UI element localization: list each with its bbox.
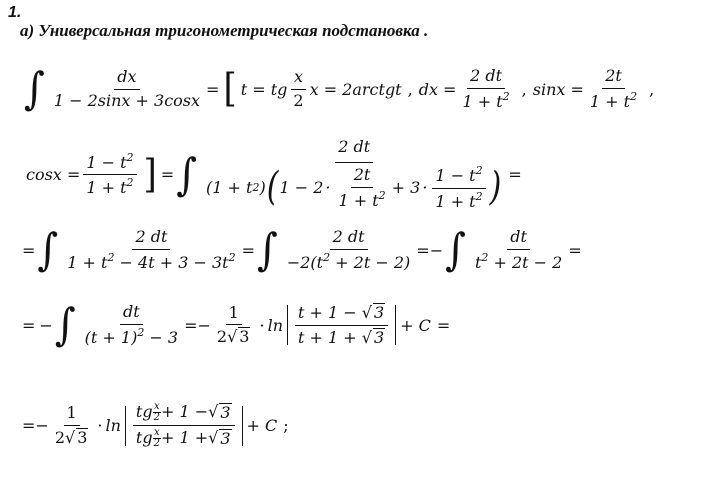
equation-line-5: = − $\frac{1}{2√ 3}$ · ln tg x 2 + 1 − √ 3 tg x 2 + 1 + √ 3 + C ;: [22, 401, 289, 449]
fraction: 2 dt (1 + t 2 ) ( 1 − 2 · 2t $1 + t^2$ + 3 · $1 - t^2$ $1 + t^2$ ): [206, 137, 502, 211]
fraction: tg x 2 + 1 − √ 3 tg x 2 + 1 + √ 3: [133, 402, 235, 449]
fraction: x 2: [290, 68, 306, 110]
fraction: $\frac{dx}{1 - 2\sin x + 3\cos x}$: [53, 67, 201, 110]
right-bracket: ]: [143, 151, 157, 198]
equation-line-3: = ∫ $\frac{2 dt}{1 + t^2 - 4t + 3 - 3t^2}$ = ∫ $\frac{2 dt}{-2(t^2 + 2t - 2)}$ = − ∫ $\frac{dt}{t^2 + 2t - 2}$ =: [22, 224, 582, 276]
fraction: $\frac{1}{2√ 3}$: [54, 403, 88, 447]
integral-sign: ∫: [445, 224, 466, 276]
integral-sign: ∫: [176, 149, 198, 200]
integral-sign: ∫: [256, 224, 278, 276]
fraction: $\frac{dt}{(t + 1)^2 - 3}$: [84, 302, 179, 347]
problem-number: 1.: [8, 4, 22, 21]
fraction: $\frac{2t}{1 + t^2}$: [589, 66, 638, 111]
fraction: $\frac{dt}{t^2 + 2t - 2}$: [474, 227, 563, 272]
equation-line-2: cosx = $\frac{1 - t^2}{1 + t^2}$ ] = ∫ 2 dt (1 + t 2 ) ( 1 − 2 · 2t $1 + t^2$ + 3 · $1 - t^2$ $1 + t^2$ ) =: [26, 137, 522, 211]
section-heading: а) Универсальная тригонометрическая подстановка .: [20, 21, 429, 40]
fraction: $\frac{1}{2√ 3}$: [216, 302, 250, 346]
equation-line-4: = − ∫ $\frac{dt}{(t + 1)^2 - 3}$ = − $\frac{1}{2√ 3}$ · ln t + 1 − √ 3 t + 1 + √ 3 + C =: [22, 299, 451, 351]
fraction: t + 1 − √ 3 t + 1 + √ 3: [295, 303, 388, 347]
fraction: $\frac{2 dt}{-2(t^2 + 2t - 2)}$: [286, 227, 411, 272]
integral-sign: ∫: [24, 63, 45, 115]
integral-sign: ∫: [37, 224, 59, 276]
fraction: $\frac{1 - t^2}{1 + t^2}$: [83, 152, 136, 198]
equation-line-1: ∫ $\frac{dx}{1 - 2\sin x + 3\cos x}$ = [ t = tg x 2 x = 2arctgt , dx = $\frac{2 dt}{1 + t^2}$ , sinx = $\frac{2t}{1 + t^2}$ ,: [24, 63, 655, 115]
fraction: $\frac{2 dt}{1 + t^2 - 4t + 3 - 3t^2}$: [67, 227, 236, 272]
fraction: $\frac{2 dt}{1 + t^2}$: [462, 66, 510, 111]
integral-sign: ∫: [54, 299, 76, 351]
left-bracket: [: [223, 66, 237, 112]
